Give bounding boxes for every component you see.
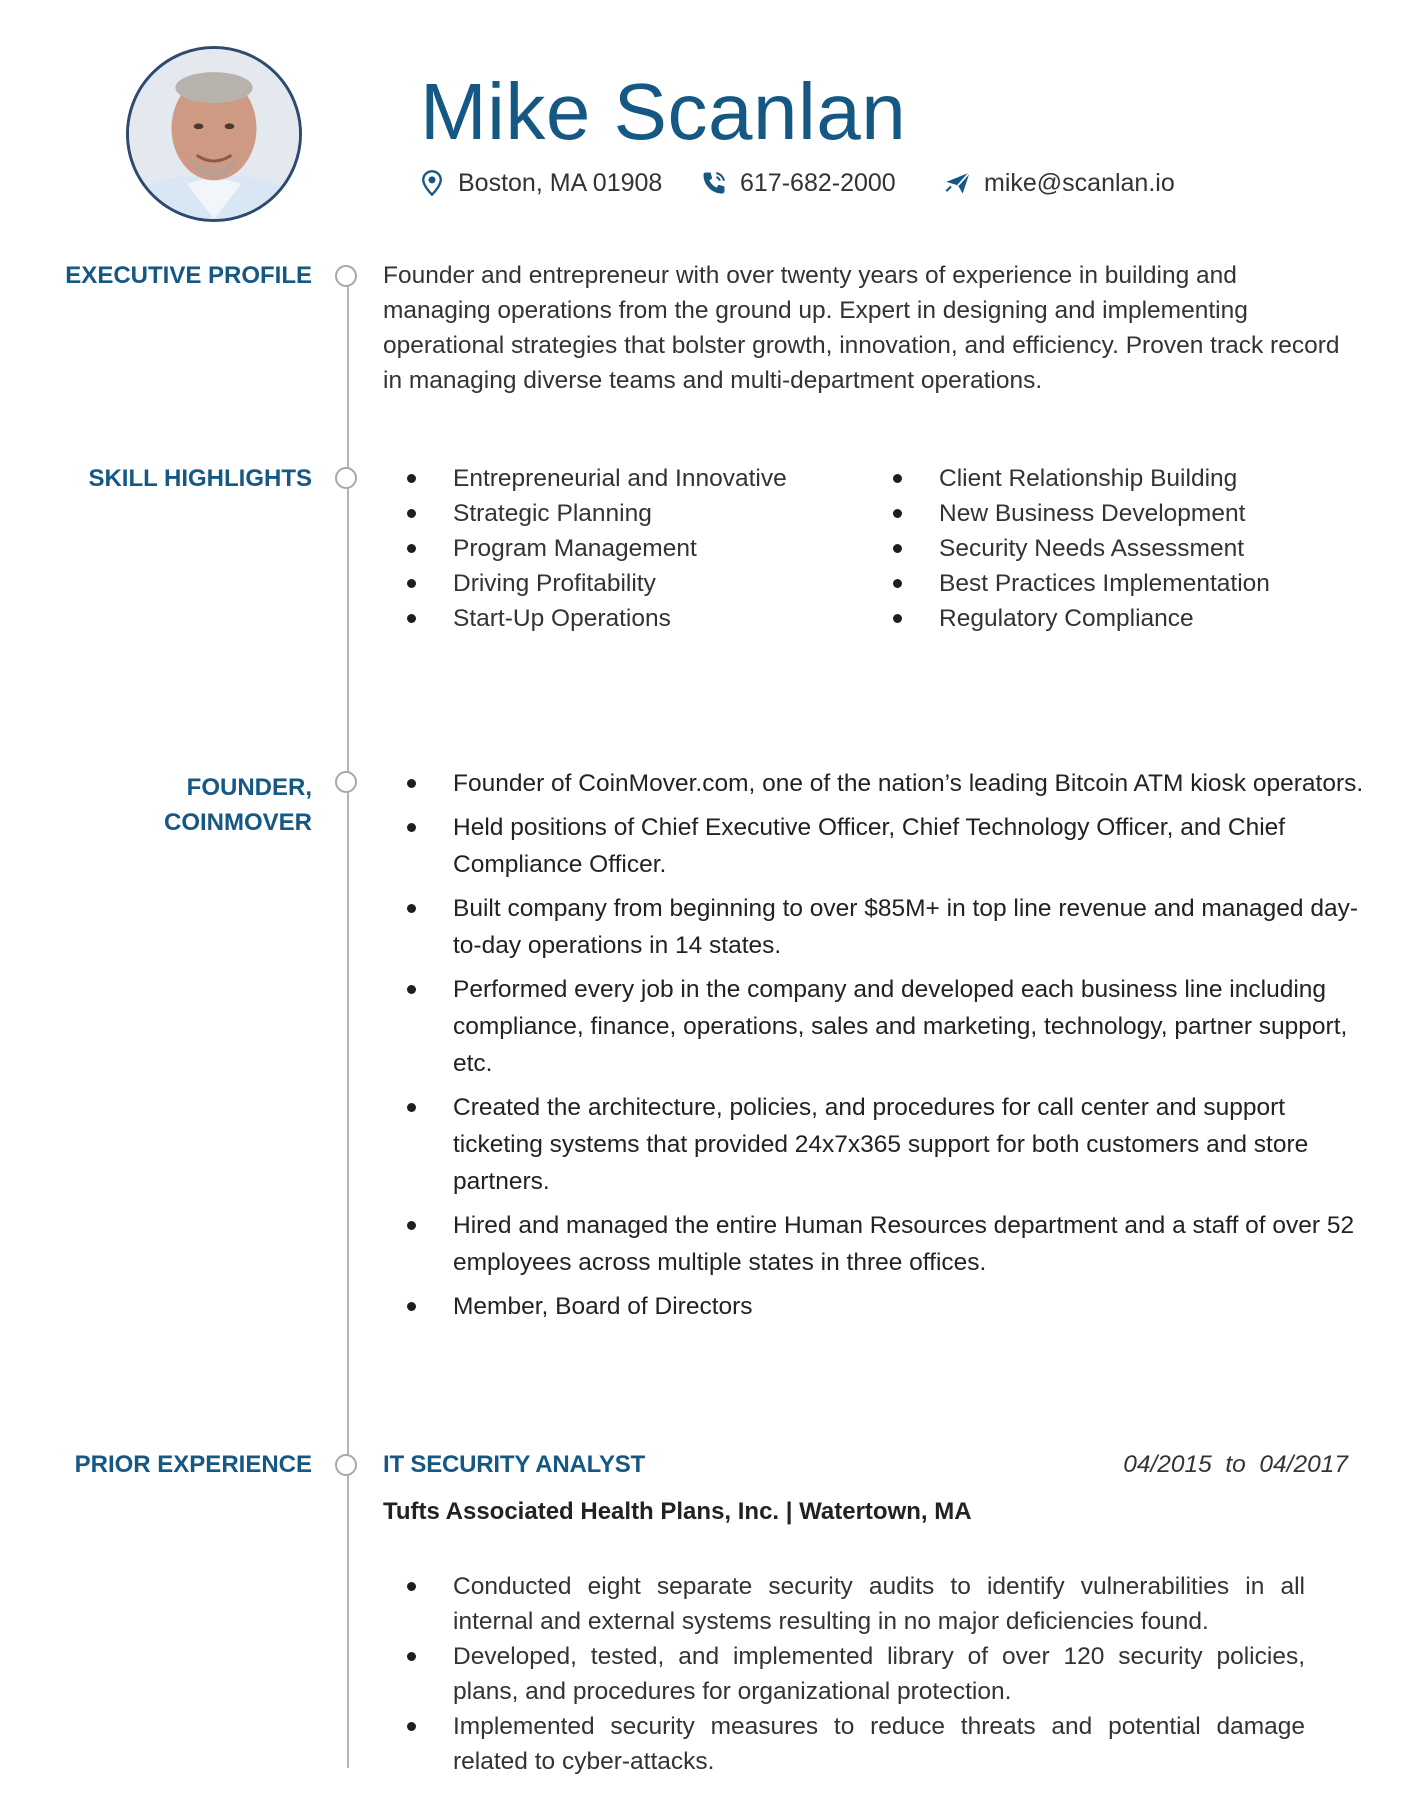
timeline-dot-prior	[335, 1454, 357, 1476]
timeline-dot-profile	[335, 265, 357, 287]
list-item: Start-Up Operations	[385, 601, 787, 636]
list-item: Developed, tested, and implemented library of over 120 security policies, plans, and procedures for organizational protection.	[385, 1639, 1305, 1709]
list-item: Program Management	[385, 531, 787, 566]
list-item: Held positions of Chief Executive Officer, Chief Technology Officer, and Chief Compliance Officer.	[385, 809, 1375, 883]
timeline-dot-skills	[335, 467, 357, 489]
timeline-line	[347, 278, 349, 1768]
job-title: IT SECURITY ANALYST	[383, 1451, 646, 1478]
phone-text[interactable]: 617-682-2000	[740, 168, 896, 197]
list-item: Hired and managed the entire Human Resources department and a staff of over 52 employees across multiple states in three offices.	[385, 1207, 1375, 1281]
list-item: Built company from beginning to over $85M+ in top line revenue and managed day-to-day operations in 14 states.	[385, 890, 1375, 964]
contact-phone	[700, 164, 896, 202]
phone-icon	[700, 169, 728, 197]
list-item: Created the architecture, policies, and procedures for call center and support ticketing systems that provided 24x7x365 support for both customers and store partners.	[385, 1089, 1375, 1200]
list-item: Client Relationship Building	[871, 461, 1270, 496]
list-item: Strategic Planning	[385, 496, 787, 531]
skills-list-left	[385, 461, 787, 636]
executive-profile-text: Founder and entrepreneur with over twenty years of experience in building and managing operations from the ground up. Expert in designing and implementing operational strategies that bolster growth, innovation, and efficiency. Proven track record in managing diverse teams and multi-department operations.	[383, 262, 1340, 394]
list-item: Security Needs Assessment	[871, 531, 1270, 566]
job-dates: 04/2015 to 04/2017	[1123, 1451, 1348, 1478]
contact-location	[418, 164, 662, 202]
list-item: Driving Profitability	[385, 566, 787, 601]
contact-email	[944, 164, 1175, 202]
profile-photo	[126, 46, 302, 222]
map-pin-icon	[418, 169, 446, 197]
timeline-dot-founder	[335, 771, 357, 793]
list-item: Best Practices Implementation	[871, 566, 1270, 601]
list-item: Regulatory Compliance	[871, 601, 1270, 636]
section-label-founder	[164, 770, 312, 840]
prior-bullet-list	[385, 1569, 1305, 1779]
list-item: Founder of CoinMover.com, one of the nation’s leading Bitcoin ATM kiosk operators.	[385, 765, 1375, 802]
list-item: Performed every job in the company and developed each business line including compliance, finance, operations, sales and marketing, technology, partner support, etc.	[385, 971, 1375, 1082]
paper-plane-icon	[944, 169, 972, 197]
job-company: Tufts Associated Health Plans, Inc. | Watertown, MA	[383, 1498, 972, 1525]
location-text: Boston, MA 01908	[458, 168, 663, 197]
profile-photo-illustration	[129, 49, 299, 219]
list-item: Entrepreneurial and Innovative	[385, 461, 787, 496]
section-label-skill-highlights: SKILL HIGHLIGHTS	[88, 465, 312, 492]
section-label-founder-line1: FOUNDER,	[186, 774, 312, 801]
section-label-founder-line2: COINMOVER	[163, 809, 312, 836]
section-label-prior-experience: PRIOR EXPERIENCE	[74, 1451, 312, 1478]
skills-list-right	[871, 461, 1270, 636]
candidate-name: Mike Scanlan	[420, 67, 907, 156]
section-label-executive-profile: EXECUTIVE PROFILE	[65, 262, 312, 289]
list-item: Member, Board of Directors	[385, 1288, 1375, 1325]
email-link[interactable]: mike@scanlan.io	[984, 168, 1175, 197]
list-item: Conducted eight separate security audits to identify vulnerabilities in all internal and external systems resulting in no major deficiencies found.	[385, 1569, 1305, 1639]
list-item: Implemented security measures to reduce threats and potential damage related to cyber-attacks.	[385, 1709, 1305, 1779]
founder-bullet-list	[385, 765, 1375, 1332]
list-item: New Business Development	[871, 496, 1270, 531]
